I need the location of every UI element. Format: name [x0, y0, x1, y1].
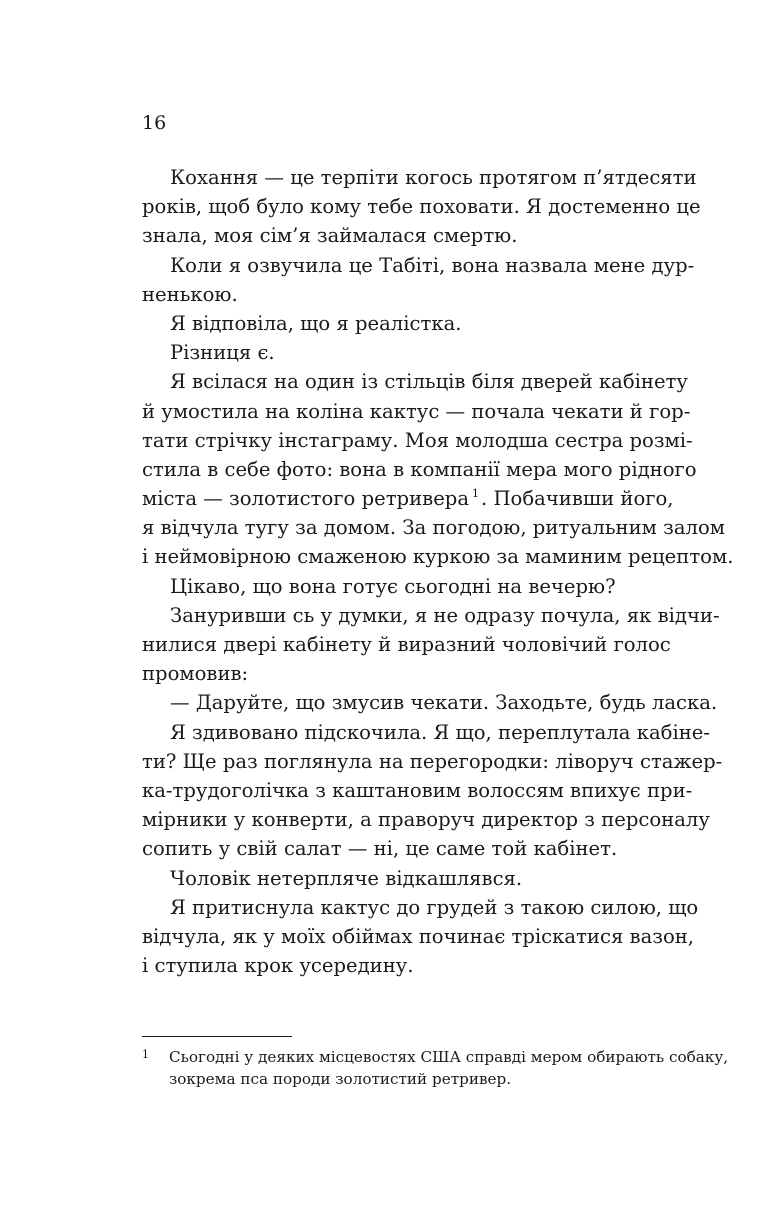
text-line: сопить у свій салат — ні, це саме той кабінет.: [142, 837, 618, 861]
text-line: Різниця є.: [170, 341, 275, 365]
text-line: Зануривши сь у думки, я не одразу почула, як відчи-: [170, 603, 720, 627]
text-line: Я здивовано підскочила. Я що, переплутала кабіне-: [170, 720, 710, 744]
page-number: 16: [142, 112, 167, 134]
text-line: Чоловік нетерпляче відкашлявся.: [170, 866, 523, 890]
text-line: стила в себе фото: вона в компанії мера мого рідного: [142, 457, 697, 481]
text-fragment: . Побачивши його,: [481, 487, 674, 511]
body-text: [142, 163, 734, 980]
text-line: я відчула тугу за домом. За погодою, ритуальним залом: [142, 516, 725, 540]
text-line: Я всілася на один із стільців біля дверей кабінету: [170, 370, 688, 394]
footnote-mark: 1: [142, 1048, 149, 1061]
footnote-line: зокрема пса породи золотистий ретривер.: [169, 1070, 512, 1088]
text-line: років, щоб було кому тебе поховати. Я достеменно це: [142, 195, 701, 219]
footnote-divider: [142, 1036, 292, 1037]
text-line: ка-трудоголічка з каштановим волоссям впихує при-: [142, 778, 693, 802]
text-line: тати стрічку інстаграму. Моя молодша сестра розмі-: [142, 428, 693, 452]
text-line: Я відповіла, що я реалістка.: [170, 311, 462, 335]
text-line: відчула, як у моїх обіймах починає тріскатися вазон,: [142, 924, 695, 948]
text-line: ти? Ще раз поглянула на перегородки: ліворуч стажер-: [142, 749, 723, 773]
text-line: і ступила крок усередину.: [142, 954, 414, 978]
text-line: й умостила на коліна кактус — почала чекати й гор-: [142, 399, 691, 423]
text-line: знала, моя сім’я займалася смертю.: [142, 224, 518, 248]
footnote-reference[interactable]: 1: [472, 487, 480, 501]
text-line: промовив:: [142, 662, 249, 686]
text-line: і неймовірною смаженою куркою за маминим рецептом.: [142, 545, 734, 569]
text-line: нилися двері кабінету й виразний чоловічий голос: [142, 633, 671, 656]
text-line: ненькою.: [142, 282, 238, 306]
footnote: [142, 1046, 729, 1090]
text-line: Я притиснула кактус до грудей з такою силою, що: [170, 895, 699, 919]
text-line: Цікаво, що вона готує сьогодні на вечерю?: [170, 574, 616, 598]
footnote-line: Сьогодні у деяких місцевостях США справді мером обирають собаку,: [169, 1048, 729, 1066]
text-line: мірники у конверти, а праворуч директор з персоналу: [142, 808, 710, 832]
text-line-with-footnote-ref: [142, 484, 680, 513]
text-line: Коли я озвучила це Табіті, вона назвала мене дур-: [170, 253, 695, 277]
text-line: Кохання — це терпіти когось протягом п’ятдесяти: [170, 166, 697, 189]
text-line: — Даруйте, що змусив чекати. Заходьте, будь ласка.: [170, 691, 718, 715]
text-fragment: міста — золотистого ретривера: [142, 487, 470, 511]
